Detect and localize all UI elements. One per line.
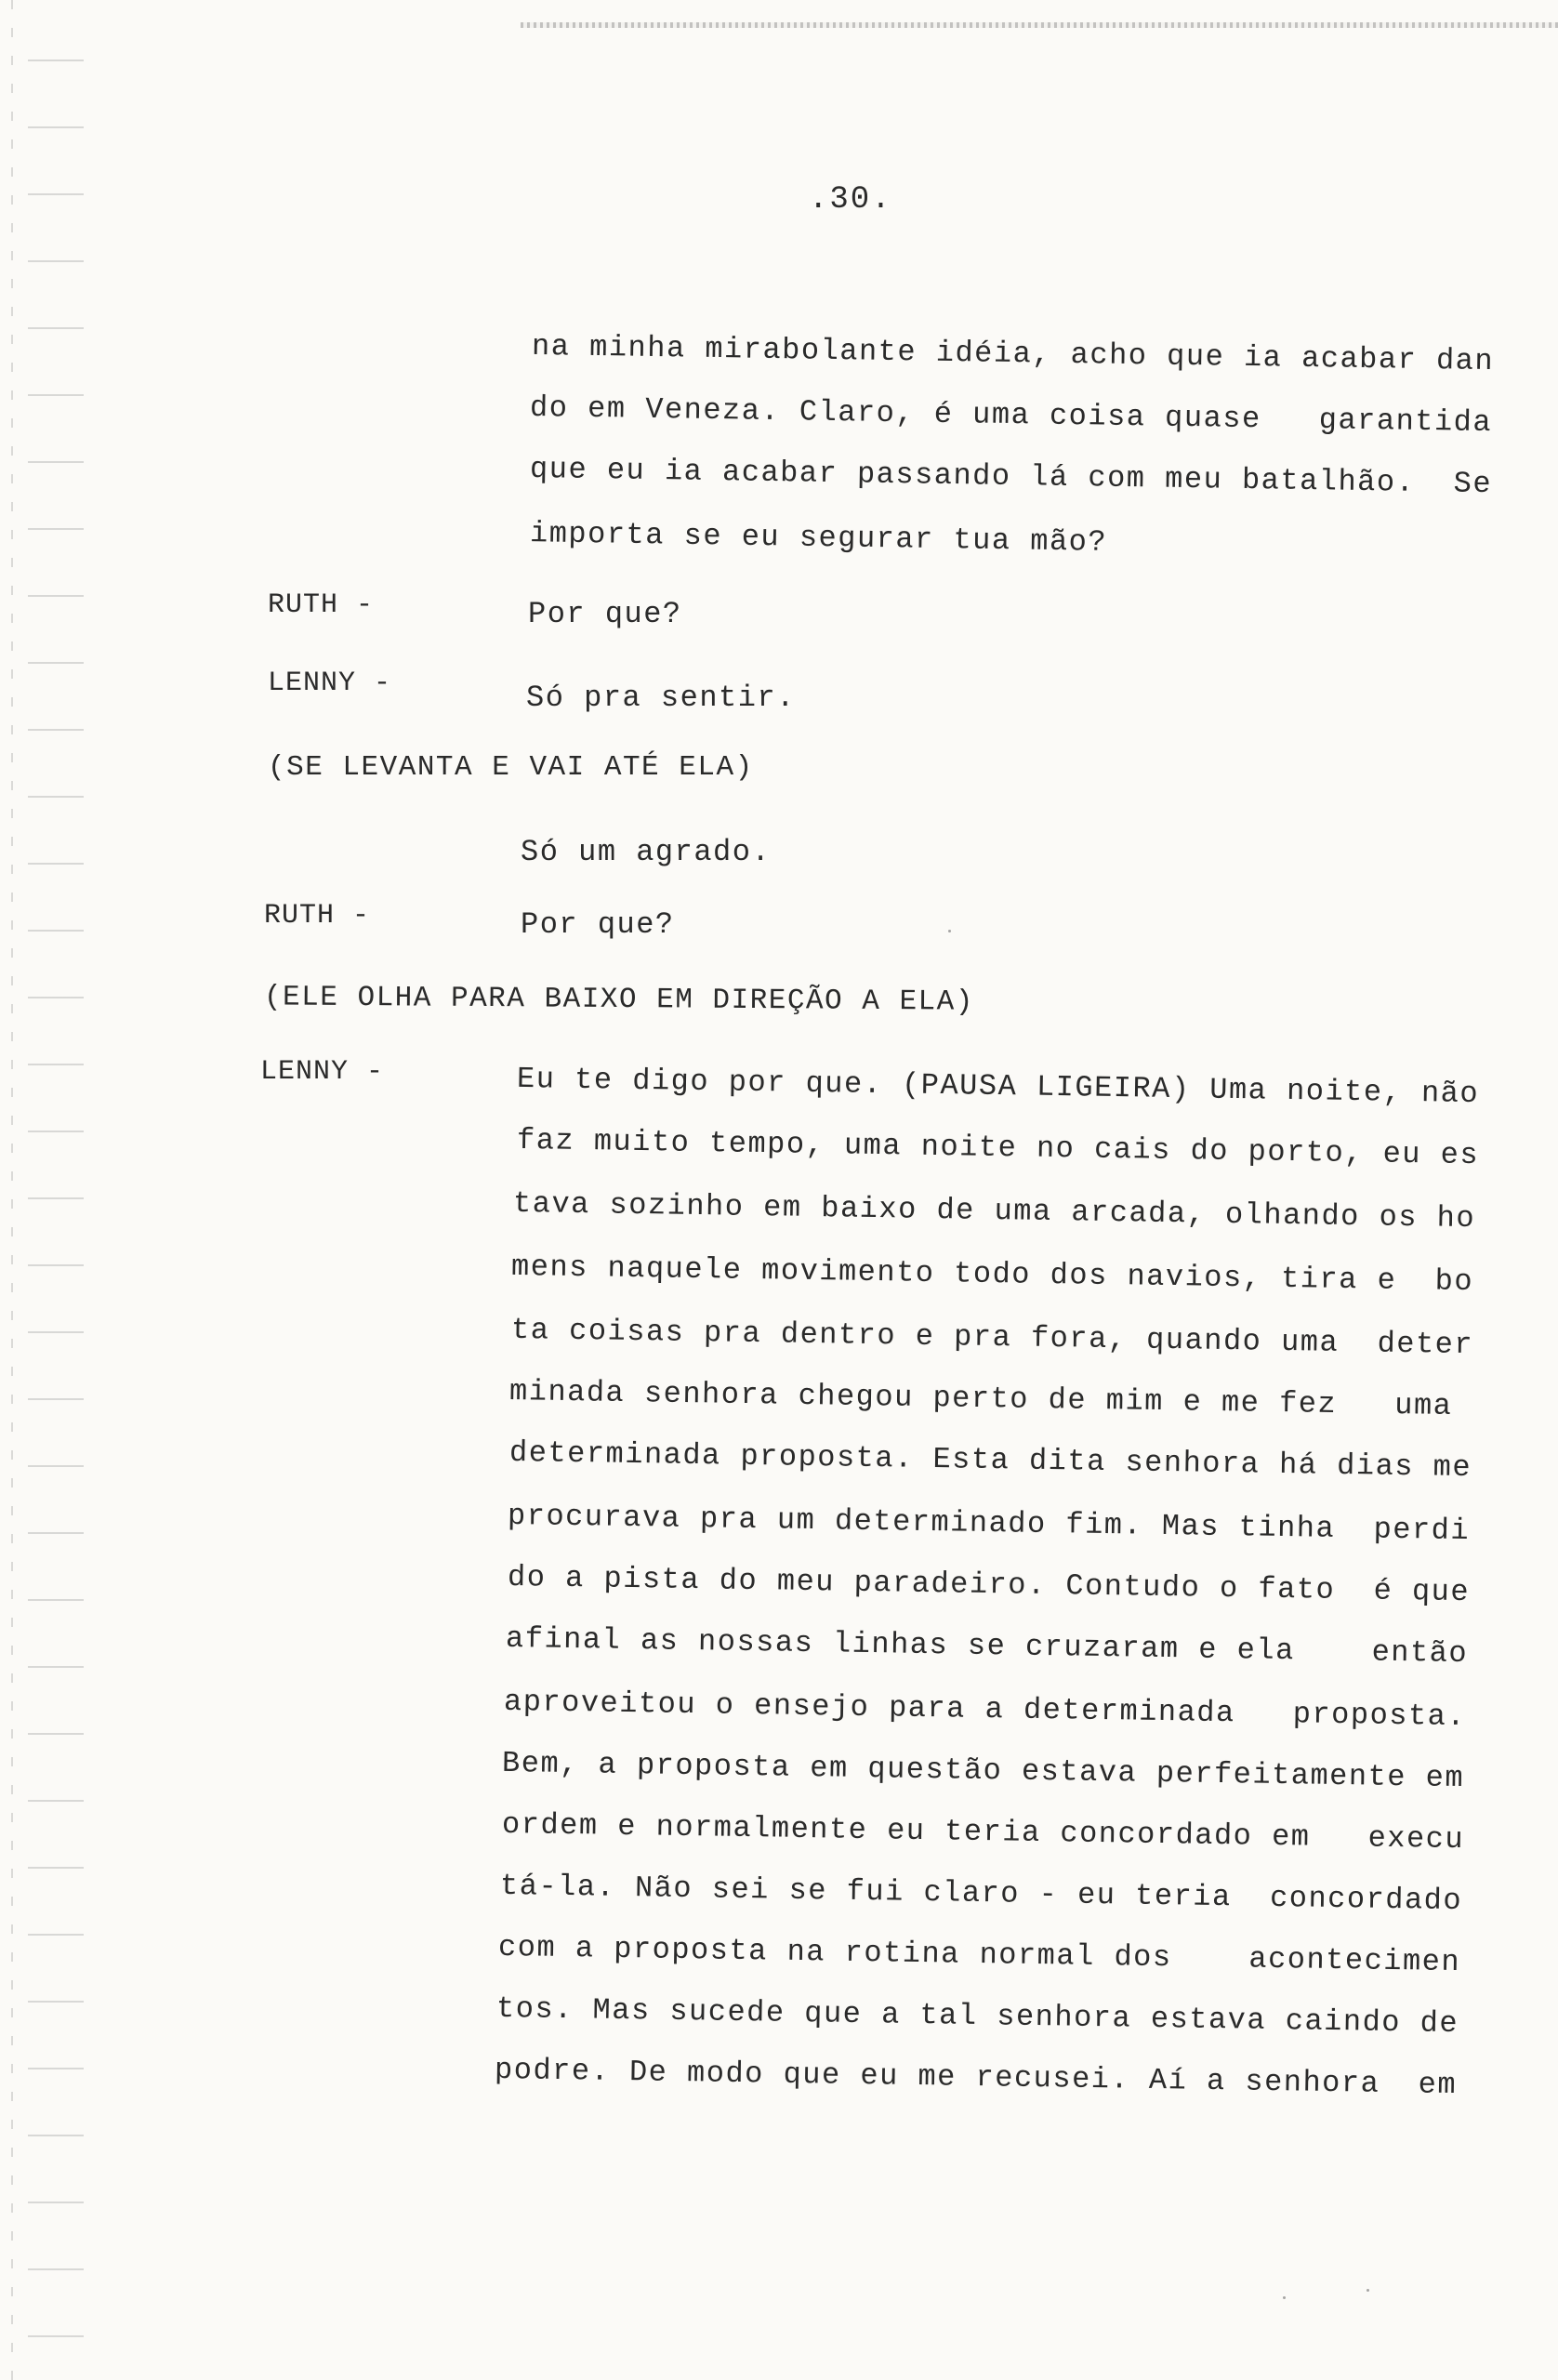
dialogue-line: com a proposta na rotina normal dos acontecimen bbox=[497, 1929, 1461, 1980]
scan-edge-artifact bbox=[521, 22, 1558, 28]
dialogue-line: faz muito tempo, uma noite no cais do porto, eu es bbox=[516, 1122, 1480, 1173]
stage-direction: (SE LEVANTA E VAI ATÉ ELA) bbox=[268, 751, 754, 784]
scan-speck bbox=[948, 930, 951, 932]
speaker-name: LENNY - bbox=[260, 1056, 385, 1088]
dialogue-line: Só pra sentir. bbox=[526, 681, 796, 715]
stage-direction: (ELE OLHA PARA BAIXO EM DIREÇÃO A ELA) bbox=[263, 981, 975, 1019]
dialogue-line: Só um agrado. bbox=[521, 835, 772, 869]
dialogue-line: ordem e normalmente eu teria concordado em execu bbox=[501, 1806, 1465, 1858]
dialogue-line: importa se eu segurar tua mão? bbox=[529, 516, 1108, 560]
dialogue-line: Eu te digo por que. (PAUSA LIGEIRA) Uma noite, não bbox=[516, 1061, 1480, 1112]
dialogue-line: tá-la. Não sei se fui claro - eu teria concordado bbox=[499, 1868, 1463, 1919]
binding-holes bbox=[28, 19, 84, 2361]
dialogue-line: na minha mirabolante idéia, acho que ia acabar dan bbox=[531, 328, 1495, 379]
dialogue-line: que eu ia acabar passando lá com meu batalhão. Se bbox=[529, 451, 1493, 502]
scan-speck bbox=[1283, 2296, 1286, 2299]
dialogue-line: ta coisas pra dentro e pra fora, quando uma deter bbox=[510, 1312, 1474, 1363]
dialogue-line: determinada proposta. Esta dita senhora há dias me bbox=[508, 1435, 1472, 1486]
dialogue-line: aproveitou o ensejo para a determinada proposta. bbox=[503, 1684, 1467, 1735]
dialogue-line: tava sozinho em baixo de uma arcada, olhando os ho bbox=[512, 1185, 1476, 1236]
dialogue-line: procurava pra um determinado fim. Mas tinha perdi bbox=[507, 1498, 1471, 1549]
dialogue-line: minada senhora chegou perto de mim e me fez uma bbox=[508, 1374, 1453, 1423]
speaker-name: RUTH - bbox=[264, 900, 371, 932]
dialogue-line: tos. Mas sucede que a tal senhora estava caindo de bbox=[495, 1990, 1459, 2042]
speaker-name: RUTH - bbox=[268, 589, 375, 621]
dialogue-line: afinal as nossas linhas se cruzaram e ela então bbox=[505, 1620, 1469, 1672]
scan-speck bbox=[1367, 2289, 1369, 2292]
dialogue-line: Bem, a proposta em questão estava perfeitamente em bbox=[501, 1745, 1465, 1796]
page-number: .30. bbox=[809, 182, 892, 218]
binding-edge bbox=[11, 0, 13, 2380]
dialogue-line: do em Veneza. Claro, é uma coisa quase garantida bbox=[529, 390, 1493, 441]
dialogue-line: podre. De modo que eu me recusei. Aí a senhora em bbox=[494, 2052, 1458, 2103]
speaker-name: LENNY - bbox=[268, 668, 392, 699]
dialogue-line: do a pista do meu paradeiro. Contudo o fato é que bbox=[507, 1559, 1471, 1610]
dialogue-line: Por que? bbox=[528, 597, 682, 631]
dialogue-line: Por que? bbox=[521, 907, 675, 942]
dialogue-line: mens naquele movimento todo dos navios, tira e bo bbox=[510, 1249, 1474, 1300]
